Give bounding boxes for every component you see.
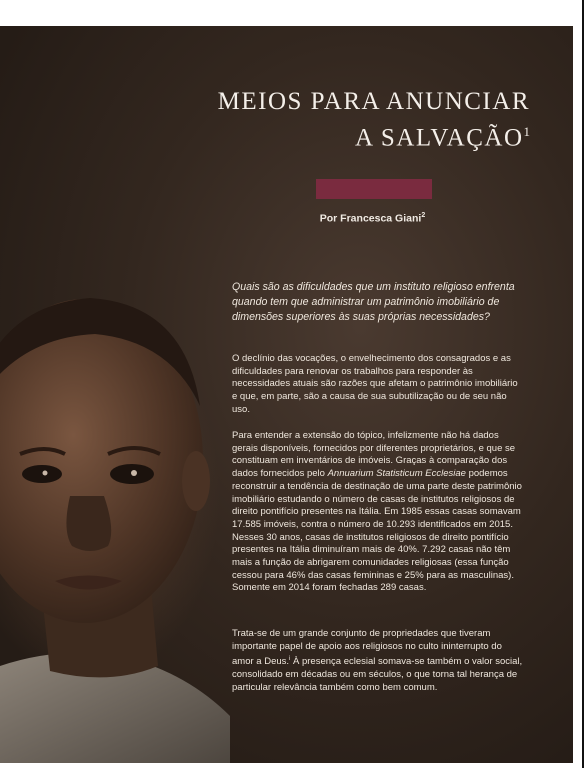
annuarium-title: Annuarium Statisticum Ecclesiae <box>327 468 466 480</box>
title-text-1: MEIOS PARA ANUNCIAR <box>217 88 530 115</box>
article-page <box>0 26 573 763</box>
article-title-line-1 <box>170 88 530 116</box>
paragraph-2-part-b: podemos reconstruir a tendência de destinação de uma parte deste patrimônio imobiliário estudando o número de casas de institutos religiosos de direito pontifício presentes na Itália. Em 1985 essas casas somavam 17.585 imóveis, contra o número de 10.293 identificados em 2015. Nesses 30 anos, casas de institutos religiosos de direito pontifício presentes na Itália diminuíram mais de 40%. 7.292 casas não têm mais a função de abrigarem comunidades religiosas (essa função cessou para 46% das casas femininas e 25% para as masculinas). Somente em 2014 foram fechadas 289 casas. <box>232 468 522 594</box>
paragraph-3-text <box>232 628 524 695</box>
article-title-line-2 <box>170 118 530 152</box>
body-paragraph-3 <box>232 628 524 695</box>
body-paragraph-2 <box>232 430 524 595</box>
title-footnote-marker: 1 <box>523 124 530 139</box>
paragraph-1-text: O declínio das vocações, o envelhecimento dos consagrados e as dificuldades para renovar os trabalhos para responder às necessidades atuais são razões que afetam o patrimônio imobiliário e que, em parte, são a causa de sua subutilização ou de seu não uso. <box>232 353 518 415</box>
author-byline <box>270 212 475 225</box>
author-footnote-marker: 2 <box>421 212 426 219</box>
accent-bar <box>316 179 432 199</box>
lead-question <box>232 280 524 325</box>
title-text-2: A SALVAÇÃO <box>354 124 524 152</box>
paragraph-3-part-b: À presença eclesial somava-se também o valor social, consolidado em décadas ou em séculos, o que torna tal herança de particular relevância também como bem comum. <box>232 656 523 693</box>
paragraph-2-text <box>232 430 524 595</box>
lead-text: Quais são as dificuldades que um instituto religioso enfrenta quando tem que administrar um patrimônio imobiliário de dimensões superiores às suas próprias necessidades? <box>232 281 515 323</box>
child-portrait-image <box>0 246 230 763</box>
paragraph-3-footnote-marker: i <box>289 656 291 663</box>
body-paragraph-1 <box>232 353 524 417</box>
author-name: Por Francesca Giani <box>319 212 422 225</box>
paragraph-2-part-a: Para entender a extensão do tópico, infelizmente não há dados gerais disponíveis, fornecidos por diferentes proprietários, e que se constituam em inventários de imóveis. Graças à comparação dos dados fornecidos pelo <box>232 430 516 480</box>
paragraph-3-part-a: Trata-se de um grande conjunto de propriedades que tiveram importante papel de apoio aos religiosos no culto ininterrupto do amor a Deus. <box>232 628 502 668</box>
